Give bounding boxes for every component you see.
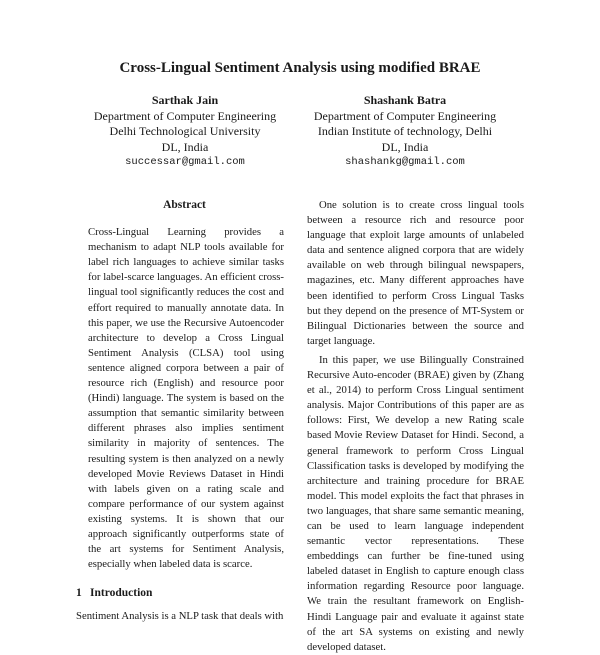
paper-title: Cross-Lingual Sentiment Analysis using modified BRAE — [119, 60, 481, 76]
section-title: Introduction — [90, 587, 153, 600]
author-department: Department of Computer Engineering — [313, 108, 497, 123]
author-email[interactable]: successar@gmail.com — [125, 156, 245, 168]
body-paragraph: One solution is to create cross lingual tools between a resource rich and resource poor language that exploit large amounts of unlabeled data and sentence aligned corpora that are widely available on web through bilingual newspapers, magazines, etc. Many different approaches have been identified to perform Cross Lingual Tasks but they depend on the presence of MT-System or Bilingual Dictionaries between the source and target language. — [307, 199, 524, 347]
section-number: 1 — [76, 587, 82, 600]
author-institution: Indian Institute of technology, Delhi — [317, 124, 493, 138]
author-1 — [70, 93, 300, 171]
body-paragraph: In this paper, we use Bilingually Constrained Recursive Auto-encoder (BRAE) given by (Zhang et al., 2014) to perform Cross Lingual sentiment analysis. Major Contributions of this paper are as follows: First, We develop a new Rating scale based Movie Review Dataset for Hindi. Second, a general framework to perform Cross Lingual Classification tasks is developed by modifying the architecture and training procedure for BRAE model. This model exploits the fact that phrases in two languages, that share same semantic meaning, can be used to learn language independent semantic vector representations. These embeddings can further be fine-tuned using labeled dataset in English to capture enough class information regarding Resource poor language. We train the resultant framework on English-Hindi Language pair and evaluate it against state of the art SA systems on existing and newly developed dataset. — [307, 353, 524, 653]
left-column — [76, 198, 293, 624]
author-institution: Delhi Technological University — [109, 124, 261, 138]
author-2 — [290, 93, 520, 171]
author-location: DL, India — [161, 139, 209, 154]
author-name: Sarthak Jain — [151, 93, 219, 107]
author-name: Shashank Batra — [363, 93, 447, 107]
right-column — [307, 198, 524, 655]
author-department: Department of Computer Engineering — [93, 108, 277, 123]
abstract-heading: Abstract — [163, 199, 206, 211]
author-email[interactable]: shashankg@gmail.com — [345, 156, 465, 168]
introduction-heading — [76, 586, 293, 601]
author-location: DL, India — [381, 139, 429, 154]
introduction-text: Sentiment Analysis is a NLP task that deals with — [76, 610, 284, 623]
abstract-text: Cross-Lingual Learning provides a mechanism to adapt NLP tools available for label rich languages to achieve similar tasks for label-scarce languages. An efficient cross-lingual tool significantly reduces the cost and effort required to manually annotate data. In this paper, we use the Recursive Autoencoder architecture to develop a Cross Lingual Sentiment Analysis (CLSA) tool using sentence aligned corpora between a pair of resource rich (English) and resource poor (Hindi) language. The system is based on the assumption that semantic similarity between different phrases also implies sentiment similarity in majority of sentences. The resulting system is then analyzed on a newly developed Movie Reviews Dataset in Hindi with labels given on a rating scale and compare performance of our system against existing systems. It is shown that our approach significantly outperforms state of the art systems for Sentiment Analysis, especially when labeled data is scarce. — [88, 226, 284, 571]
